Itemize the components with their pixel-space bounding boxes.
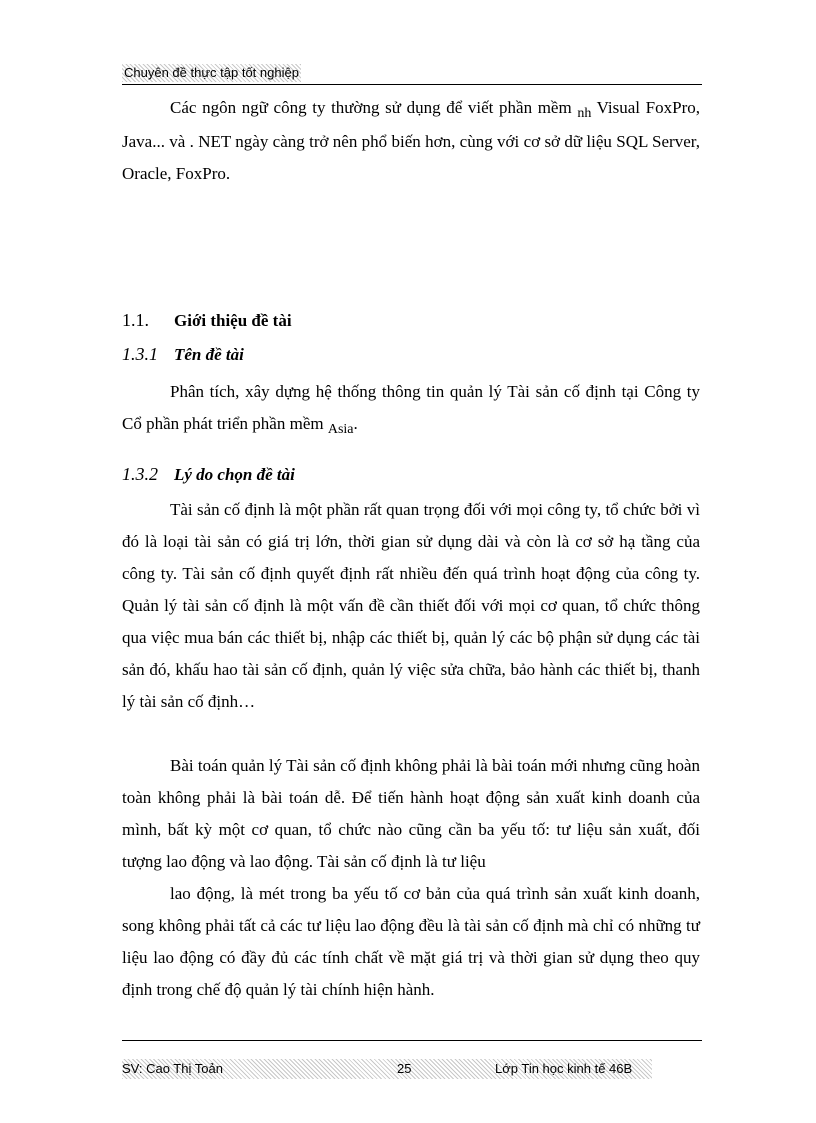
footer-student: SV: Cao Thị Toản (122, 1061, 223, 1076)
subsection-number-2: 1.3.2 (122, 464, 158, 484)
page-header (122, 64, 702, 85)
intro-text-a: Các ngôn ngữ công ty thường sử dụng để viết phần mềm (170, 98, 578, 117)
subsection-title-2: Lý do chọn đề tài (174, 465, 295, 484)
section-number: 1.1. (122, 310, 149, 330)
reason-text-2: Bài toán quản lý Tài sản cố định không phải là bài toán mới nhưng cũng hoàn toàn không phải là bài toán dễ. Để tiến hành hoạt động sản xuất kinh doanh của mình, bất kỳ một cơ quan, tổ chức nào cũng cần ba yếu tố: tư liệu sản xuất, đối tượng lao động và lao động. Tài sản cố định là tư liệu (122, 756, 700, 871)
subsection-title-1: Tên đề tài (174, 345, 244, 364)
reason-paragraph-2 (122, 750, 700, 878)
section-title: Giới thiệu đề tài (174, 311, 292, 330)
reason-paragraph-3 (122, 878, 700, 1006)
subsection-heading-1 (122, 344, 244, 365)
intro-paragraph (122, 92, 700, 190)
reason-text-3: lao động, là mét trong ba yếu tố cơ bản của quá trình sản xuất kinh doanh, song không phải tất cả các tư liệu lao động đều là tài sản cố định mà chỉ có những tư liệu lao động có đầy đủ các tính chất về mặt giá trị và thời gian sử dụng theo quy định trong chế độ quản lý tài chính hiện hành. (122, 884, 700, 999)
topic-paragraph (122, 376, 700, 442)
intro-text-b: Visual FoxPro, Java... và . NET ngày càng trở nên phổ biến hơn, cùng với cơ sở dữ liệu SQL Server, Oracle, FoxPro. (122, 98, 700, 183)
footer-page-number: 25 (397, 1061, 412, 1076)
page-footer (122, 1040, 702, 1081)
reason-paragraph-1 (122, 494, 700, 718)
topic-sub: Asia (327, 422, 354, 437)
section-heading (122, 310, 292, 331)
topic-text-a: Phân tích, xây dựng hệ thống thông tin quản lý Tài sản cố định tại Công ty Cổ phần phát triển phần mềm (122, 382, 700, 433)
footer-band (122, 1059, 652, 1079)
topic-text-b: . (353, 414, 358, 433)
intro-sub: nh (577, 106, 592, 121)
header-title: Chuyên đề thực tập tốt nghiệp (124, 65, 299, 80)
subsection-heading-2 (122, 464, 295, 485)
footer-class: Lớp Tin học kinh tế 46B (495, 1061, 633, 1076)
reason-text-1: Tài sản cố định là một phần rất quan trọng đối với mọi công ty, tổ chức bởi vì đó là loại tài sản có giá trị lớn, thời gian sử dụng dài và còn là cơ sở hạ tầng của công ty. Tài sản cố định quyết định rất nhiều đến quá trình hoạt động của công ty. Quản lý tài sản cố định là một vấn đề cần thiết đối với mọi cơ quan, tổ chức thông qua việc mua bán các thiết bị, nhập các thiết bị, quản lý các bộ phận sử dụng các tài sản đó, khấu hao tài sản cố định, quản lý việc sửa chữa, bảo hành các thiết bị, thanh lý tài sản cố định… (122, 500, 700, 711)
subsection-number-1: 1.3.1 (122, 344, 158, 364)
